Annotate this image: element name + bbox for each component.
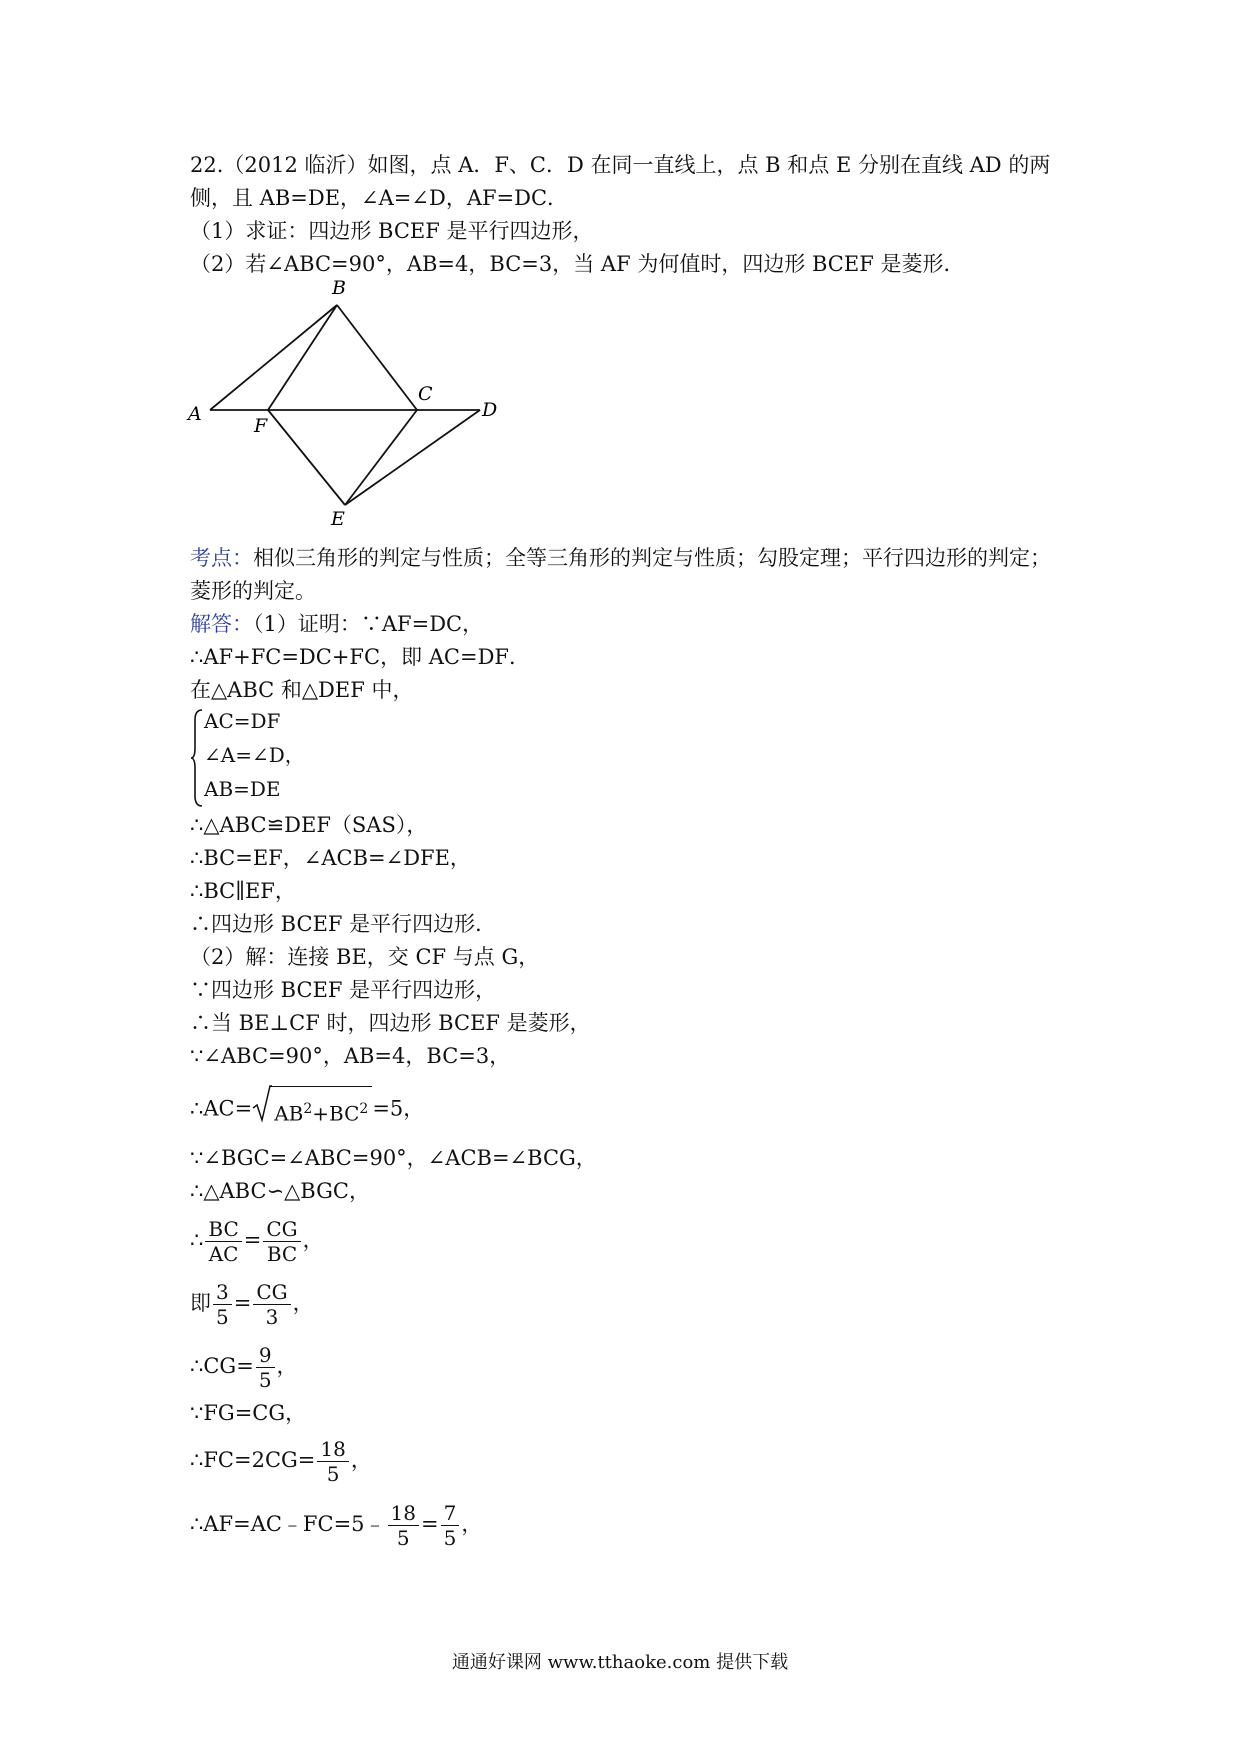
af-value: [190, 1496, 482, 1552]
fraction-3-5: [213, 1280, 232, 1329]
geometry-figure: [180, 280, 520, 530]
kaodian-label: 考点：: [190, 546, 253, 570]
fc-value: [190, 1432, 372, 1488]
footer-credit: 通通好课网 www.tthaoke.com 提供下载: [451, 1652, 789, 1673]
label-C: C: [418, 383, 433, 405]
solution-s4: ∴△ABC≌DEF（SAS），: [190, 813, 428, 837]
fraction-9-5: [256, 1343, 275, 1392]
ratio-2-num-2: CG: [253, 1280, 290, 1305]
fraction-18-5-b: [388, 1501, 419, 1550]
kaodian-line-1: [190, 543, 1051, 573]
fc-suffix: ，: [350, 1448, 372, 1472]
solution-s14: ∵FG=CG，: [190, 1401, 307, 1425]
af-num-2: 7: [441, 1501, 460, 1526]
problem-line-1: 22.（2012 临沂）如图，点 A．F、C．D 在同一直线上，点 B 和点 E 分别在直线 AD 的两: [190, 153, 1051, 177]
solution-s7: ∴四边形 BCEF 是平行四边形．: [190, 912, 497, 936]
fraction-cg-bc: [263, 1217, 300, 1266]
solution-s13: ∴△ABC∽△BGC，: [190, 1179, 370, 1203]
ratio-2-den-2: 3: [265, 1305, 279, 1329]
solution-s12: ∵∠BGC=∠ABC=90°，∠ACB=∠BCG，: [190, 1146, 597, 1170]
af-suffix: ，: [461, 1512, 483, 1536]
cg-prefix: ∴CG=: [190, 1354, 254, 1378]
ratio-2-suffix: ，: [292, 1291, 314, 1315]
fraction-cg-3: [253, 1280, 290, 1329]
ratio-2-prefix: 即: [190, 1291, 211, 1315]
af-prefix: ∴AF=AC﹣FC=5﹣: [190, 1512, 386, 1536]
ac-sup-a: 2: [303, 1101, 313, 1117]
ratio-1-eq: =: [243, 1228, 262, 1252]
solution-line-1: [190, 609, 483, 639]
fraction-18-5: [317, 1437, 348, 1486]
ratio-1-den-1: AC: [208, 1242, 239, 1266]
solution-s5: ∴BC=EF，∠ACB=∠DFE，: [190, 846, 471, 870]
solution-label: 解答：: [190, 612, 253, 636]
fc-den: 5: [326, 1462, 340, 1486]
cg-value: [190, 1338, 298, 1394]
segment-CE: [345, 410, 417, 505]
ratio-2-den-1: 5: [216, 1305, 229, 1329]
solution-s2: ∴AF+FC=DC+FC，即 AC=DF．: [190, 645, 530, 669]
solution-s6: ∴BC∥EF，: [190, 879, 296, 903]
system-eq-1: AC=DF: [204, 709, 281, 733]
ratio-1-den-2: BC: [266, 1242, 298, 1266]
system-eq-2: ∠A=∠D，: [204, 743, 305, 767]
segment-FE: [268, 410, 345, 505]
ac-rad-a: AB: [274, 1101, 304, 1126]
ac-prefix: ∴AC=: [190, 1096, 253, 1121]
ac-formula: [190, 1086, 424, 1134]
segment-BC: [337, 305, 417, 410]
label-B: B: [332, 280, 346, 299]
segment-AB: [210, 305, 337, 410]
ac-sup-b: 2: [359, 1101, 369, 1117]
label-F: F: [254, 415, 268, 437]
system-eq-3: AB=DE: [204, 777, 281, 801]
solution-s9: ∵四边形 BCEF 是平行四边形，: [190, 978, 497, 1002]
ratio-1-suffix: ，: [302, 1228, 324, 1252]
solution-s1: （1）证明：∵AF=DC，: [253, 612, 484, 636]
solution-s8: （2）解：连接 BE，交 CF 与点 G，: [190, 945, 540, 969]
problem-line-2: 侧，且 AB=DE，∠A=∠D，AF=DC．: [190, 186, 569, 210]
ratio-1-prefix: ∴: [190, 1228, 204, 1252]
system-brace: [190, 708, 204, 808]
af-den-1: 5: [396, 1526, 410, 1550]
label-E: E: [331, 508, 345, 530]
ac-plus: +BC: [312, 1101, 360, 1126]
solution-s3: 在△ABC 和△DEF 中，: [190, 678, 414, 702]
solution-s10: ∴当 BE⊥CF 时，四边形 BCEF 是菱形，: [190, 1011, 591, 1035]
af-den-2: 5: [443, 1526, 457, 1550]
af-eq: =: [420, 1512, 439, 1536]
ratio-1: [190, 1212, 324, 1268]
fc-num: 18: [317, 1437, 348, 1462]
segment-DE: [345, 410, 480, 505]
solution-s11: ∵∠ABC=90°，AB=4，BC=3，: [190, 1044, 511, 1068]
sqrt-expression: [252, 1086, 372, 1134]
segment-BF: [268, 305, 337, 410]
ac-suffix: =5，: [372, 1096, 425, 1121]
problem-part-1: （1）求证：四边形 BCEF 是平行四边形，: [190, 219, 594, 243]
kaodian-text-1: 相似三角形的判定与性质；全等三角形的判定与性质；勾股定理；平行四边形的判定；: [253, 546, 1051, 570]
fraction-7-5: [441, 1501, 460, 1550]
problem-part-2: （2）若∠ABC=90°，AB=4，BC=3，当 AF 为何值时，四边形 BCEF 是菱形．: [190, 252, 965, 276]
ratio-2: [190, 1275, 314, 1331]
ratio-2-eq: =: [233, 1291, 252, 1315]
label-A: A: [188, 403, 202, 425]
fc-prefix: ∴FC=2CG=: [190, 1448, 316, 1472]
fraction-bc-ac: [205, 1217, 241, 1266]
radical-sign-icon: [252, 1084, 272, 1124]
cg-suffix: ，: [276, 1354, 298, 1378]
cg-num: 9: [256, 1343, 275, 1368]
ratio-1-num-2: CG: [263, 1217, 300, 1242]
label-D: D: [482, 399, 498, 421]
cg-den: 5: [258, 1368, 272, 1392]
af-num-1: 18: [388, 1501, 419, 1526]
kaodian-line-2: 菱形的判定。: [190, 579, 316, 603]
ratio-1-num-1: BC: [205, 1217, 241, 1242]
ratio-2-num-1: 3: [213, 1280, 232, 1305]
